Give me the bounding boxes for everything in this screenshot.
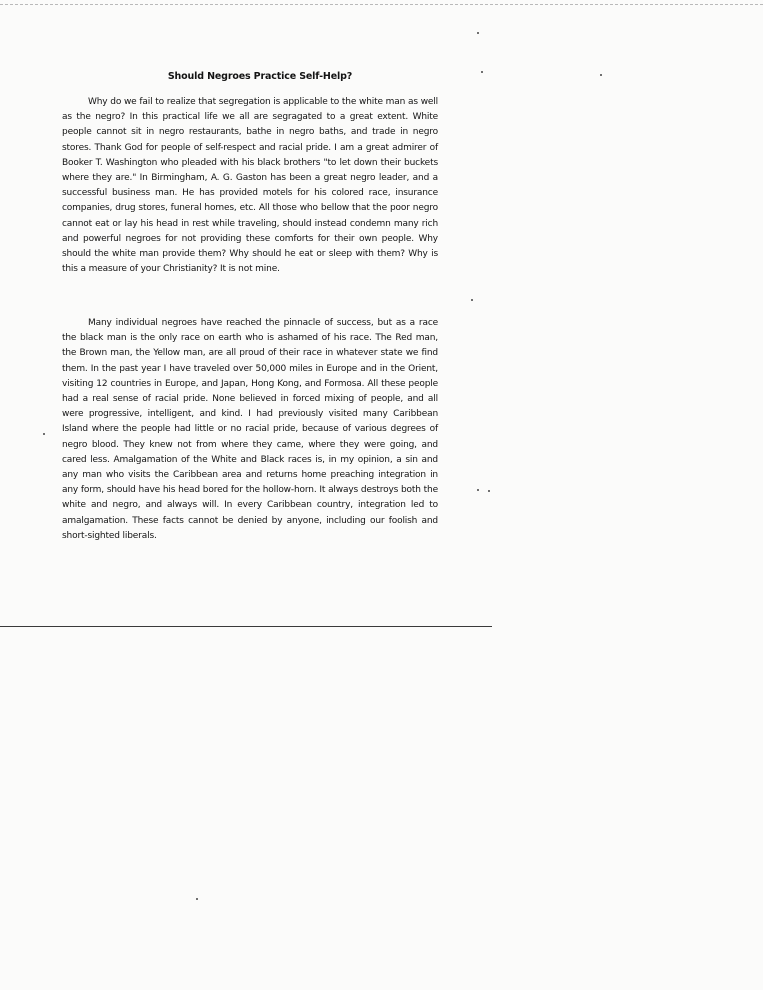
scan-speck [43,433,45,435]
article-title: Should Negroes Practice Self-Help? [167,71,353,82]
top-edge-rule [0,4,763,5]
scan-speck [477,32,479,34]
scan-speck [477,489,479,491]
scan-speck [481,71,483,73]
paragraph-1: Why do we fail to realize that segregation is applicable to the white man as well as the negro? In this practical life we all are segragated to a great extent. White people cannot sit in negro restaurants, bathe in negro baths, and trade in negro stores. Thank God for people of self-respect and racial pride. I am a great admirer of Booker T. Washington who pleaded with his black brothers "to let down their buckets where they are." In Birmingham, A. G. Gaston has been a great negro leader, and a successful business man. He has provided motels for his colored race, insurance companies, drug stores, funeral homes, etc. All those who bellow that the poor negro cannot eat or lay his head in rest while traveling, should instead condemn many rich and powerful negroes for not providing these comforts for their own people. Why should the white man provide them? Why should he eat or sleep with them? Why is this a measure of your Christianity? It is not mine. [62,97,438,275]
scan-speck [600,74,602,76]
scan-speck [488,490,490,492]
scan-speck [471,299,473,301]
scan-speck [196,898,198,900]
footer-rule [0,626,492,627]
paragraph-2: Many individual negroes have reached the pinnacle of success, but as a race the black man is the only race on earth who is ashamed of his race. The Red man, the Brown man, the Yellow man, are all proud of their race in whatever state we find them. In the past year I have traveled over 50,000 miles in Europe and in the Orient, visiting 12 countries in Europe, and Japan, Hong Kong, and Formosa. All these people had a real sense of racial pride. None believed in forced mixing of people, and all were progressive, intelligent, and kind. I had previously visited many Caribbean Island where the people had little or no racial pride, because of various degrees of negro blood. They knew not from where they came, where they were going, and cared less. Amalgamation of the White and Black races is, in my opinion, a sin and any man who visits the Caribbean area and returns home preaching integration in any form, should have his head bored for the hollow-horn. It always destroys both the white and negro, and always will. In every Caribbean country, integration led to amalgamation. These facts cannot be denied by anyone, including our foolish and short-sighted liberals. [62,318,438,541]
